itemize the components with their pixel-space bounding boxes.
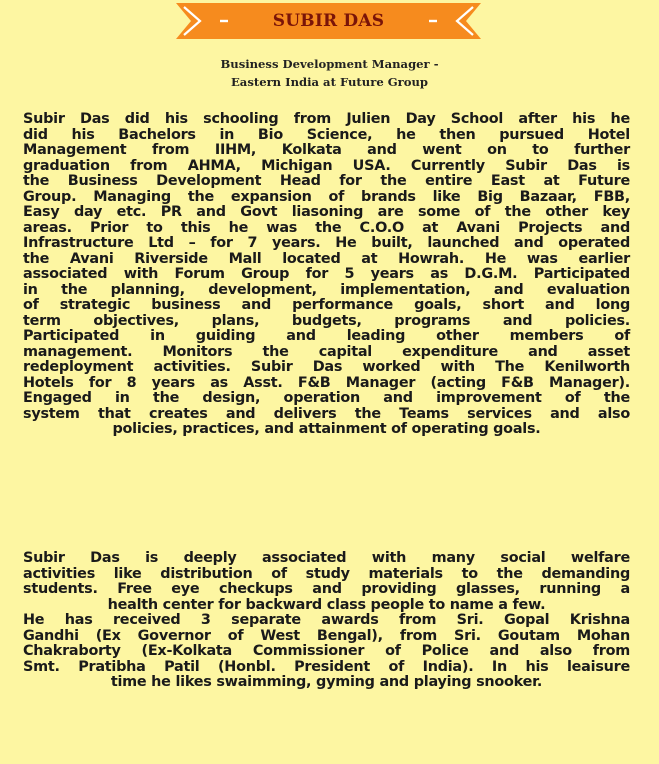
bio-line: Management from IIHM, Kolkata and went on to further [23, 142, 630, 158]
bio-line: Hotels for 8 years as Asst. F&B Manager (acting F&B Manager). [23, 374, 630, 391]
bio-line: Gandhi (Ex Governor of West Bengal), from Sri. Goutam Mohan [23, 627, 630, 644]
job-title-line: Business Development Manager - [220, 57, 439, 71]
bio-line: He has received 3 separate awards from Sri. Gopal Krishna [23, 612, 630, 628]
bio-line: redeployment activities. Subir Das worked with The Kenilworth [23, 359, 630, 375]
bio-line: health center for backward class people to name a few. [107, 596, 546, 613]
bio-line: students. Free eye checkups and providing glasses, running a [23, 581, 630, 597]
bio-line: Group. Managing the expansion of brands like Big Bazaar, FBB, [23, 188, 630, 205]
person-name: SUBIR DAS [272, 11, 385, 31]
bio-line: Easy day etc. PR and Govt liasoning are some of the other key [23, 204, 630, 220]
bio-line: Participated in guiding and leading other members of [23, 328, 630, 344]
bio-line: Infrastructure Ltd – for 7 years. He built, launched and operated [23, 235, 630, 251]
bio-line: did his Bachelors in Bio Science, he then pursued Hotel [23, 126, 630, 143]
bio-line: Smt. Pratibha Patil (Honbl. President of India). In his leaisure [23, 658, 630, 675]
bio-line: time he likes swaimming, gyming and playing snooker. [110, 674, 543, 690]
job-title [0, 55, 659, 91]
bio-line: management. Monitors the capital expenditure and asset [23, 343, 630, 360]
bio-line: associated with Forum Group for 5 years as D.G.M. Participated [23, 266, 630, 282]
bio-line: term objectives, plans, budgets, programs and policies. [23, 312, 630, 329]
job-title-line: Eastern India at Future Group [230, 75, 429, 89]
bio-line: in the planning, development, implementation, and evaluation [23, 281, 630, 298]
bio-paragraph-social [23, 551, 630, 691]
bio-line: the Avani Riverside Mall located at Howrah. He was earlier [23, 250, 630, 267]
bio-paragraph-career [23, 112, 630, 438]
bio-line: the Business Development Head for the entire East at Future [23, 173, 630, 189]
bio-line: Subir Das is deeply associated with many social welfare [23, 550, 630, 566]
bio-line: graduation from AHMA, Michigan USA. Currently Subir Das is [23, 157, 630, 174]
bio-line: Subir Das did his schooling from Julien Day School after his he [23, 111, 630, 127]
name-banner [176, 2, 481, 40]
bio-line: activities like distribution of study materials to the demanding [23, 565, 630, 582]
bio-line: of strategic business and performance goals, short and long [23, 297, 630, 313]
bio-line: areas. Prior to this he was the C.O.O at Avani Projects and [23, 219, 630, 236]
bio-line: Engaged in the design, operation and improvement of the [23, 390, 630, 406]
bio-line: policies, practices, and attainment of operating goals. [112, 421, 541, 437]
bio-line: Chakraborty (Ex-Kolkata Commissioner of Police and also from [23, 643, 630, 659]
bio-line: system that creates and delivers the Teams services and also [23, 405, 630, 422]
